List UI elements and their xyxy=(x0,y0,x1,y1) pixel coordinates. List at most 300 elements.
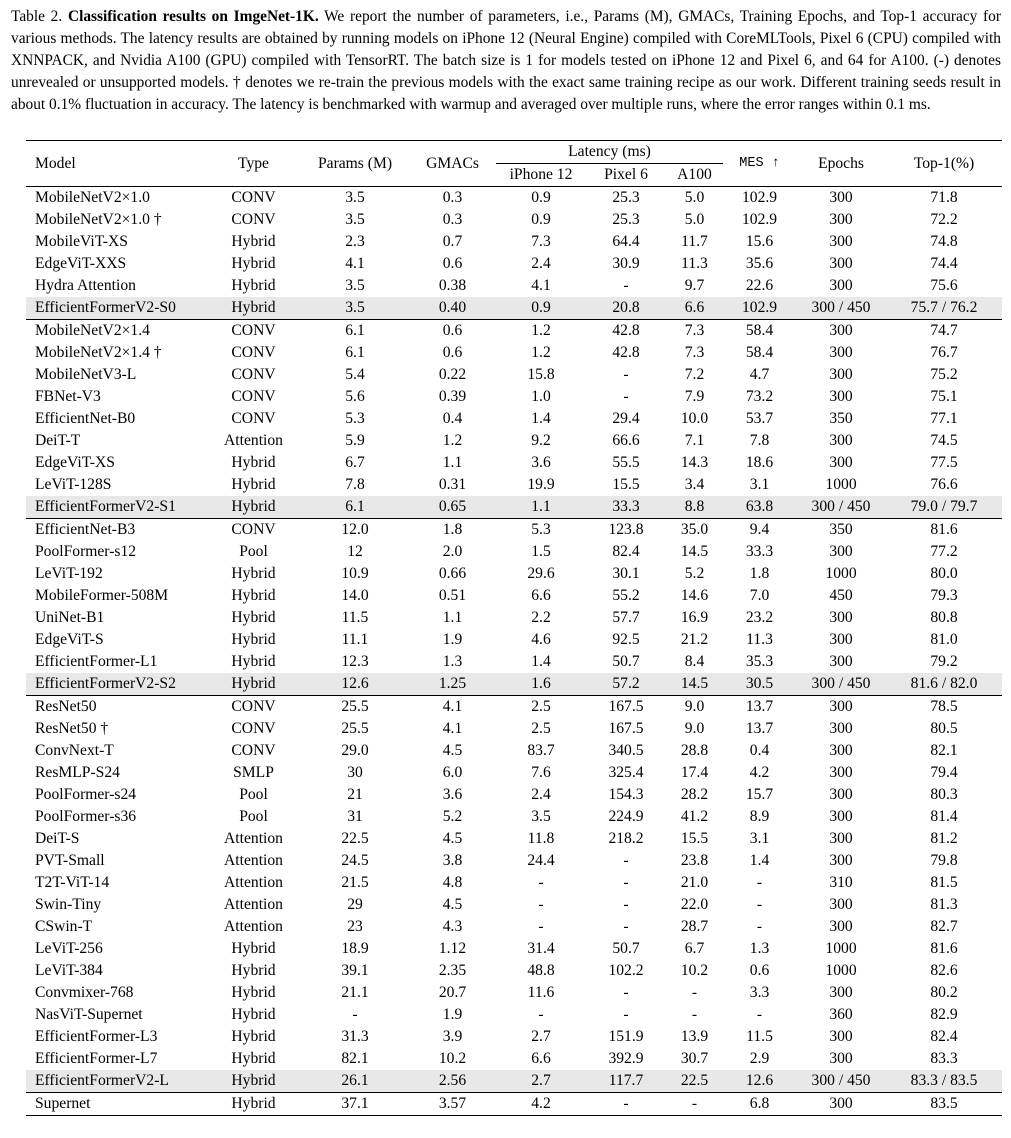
cell-top1: 82.7 xyxy=(930,918,958,935)
cell-model: DeiT-T xyxy=(35,432,81,449)
cell-top1: 76.6 xyxy=(930,476,958,493)
cell-mes: 1.4 xyxy=(749,852,770,869)
cell-gmacs: 1.1 xyxy=(442,609,463,626)
cell-top1: 79.8 xyxy=(930,852,958,869)
table-row xyxy=(26,297,1002,320)
cell-model: MobileNetV2×1.0 † xyxy=(35,211,162,228)
cell-mes: 53.7 xyxy=(745,410,774,427)
cell-gmacs: 0.39 xyxy=(438,388,467,405)
cell-type: Hybrid xyxy=(231,1050,276,1067)
cell-top1: 75.1 xyxy=(930,388,958,405)
cell-a100: 17.4 xyxy=(680,764,709,781)
table-row xyxy=(26,209,1002,231)
cell-a100: 15.5 xyxy=(680,830,709,847)
cell-epochs: 300 xyxy=(796,320,886,343)
cell-pixel6: - xyxy=(623,388,629,405)
cell-top1: 83.3 xyxy=(930,1050,958,1067)
cell-mes: 4.7 xyxy=(749,366,770,383)
col-mes: MES ↑ xyxy=(723,141,796,187)
cell-epochs: 300 / 450 xyxy=(796,496,886,519)
cell-params: 5.4 xyxy=(345,366,365,383)
caption-title: Classification results on ImgeNet-1K. xyxy=(67,8,319,25)
cell-epochs: 350 xyxy=(829,410,853,427)
caption-body: We report the number of parameters, i.e., Params (M), GMACs, Training Epochs, and Top-1 accuracy for various methods. The latency results are obtained by running models on iPhone 12 (Neural Engine) compiled with CoreMLTools, Pixel 6 (CPU) compiled with XNNPACK, and Nvidia A100 (GPU) compiled with TensorRT. The batch size is 1 for models tested on iPhone 12 and Pixel 6, and 64 for A100. (-) denotes unrevealed or unsupported models. † denotes we re-train the previous models with the exact same training recipe as our work. Different training seeds result in about 0.1% fluctuation in accuracy. The latency is benchmarked with warmup and averaged over multiple runs, where the error ranges within 0.1 ms. xyxy=(11,8,1002,113)
cell-params: 29.0 xyxy=(341,742,369,759)
cell-mes: 1.3 xyxy=(749,940,770,957)
cell-params: 23 xyxy=(347,918,363,935)
cell-gmacs: 4.3 xyxy=(442,918,463,935)
cell-type: Hybrid xyxy=(231,587,276,604)
cell-epochs: 300 xyxy=(829,830,853,847)
table-row xyxy=(26,982,1002,1004)
cell-epochs: 300 xyxy=(829,742,853,759)
cell-pixel6: 50.7 xyxy=(612,940,640,957)
cell-epochs: 450 xyxy=(829,587,853,604)
cell-params: 12.6 xyxy=(301,673,409,696)
cell-model: NasViT-Supernet xyxy=(35,1006,143,1023)
col-latency-group: Latency (ms) xyxy=(496,141,723,164)
cell-pixel6: 64.4 xyxy=(612,233,640,250)
cell-mes: 102.9 xyxy=(723,297,796,320)
cell-a100: 3.4 xyxy=(684,476,705,493)
cell-pixel6: - xyxy=(623,874,629,891)
cell-mes: 7.0 xyxy=(749,587,770,604)
cell-gmacs: 4.5 xyxy=(442,896,463,913)
cell-gmacs: 6.0 xyxy=(442,764,463,781)
cell-epochs: 300 xyxy=(829,896,853,913)
cell-params: 11.1 xyxy=(341,631,369,648)
cell-model: ResMLP-S24 xyxy=(35,764,120,781)
table-row xyxy=(26,740,1002,762)
cell-model: PoolFormer-s12 xyxy=(35,543,137,560)
cell-mes: - xyxy=(756,896,763,913)
cell-iphone12: 6.6 xyxy=(531,587,551,604)
cell-mes: 1.8 xyxy=(749,565,770,582)
cell-a100: 10.2 xyxy=(680,962,709,979)
cell-gmacs: 0.66 xyxy=(438,565,467,582)
cell-model: T2T-ViT-14 xyxy=(35,874,110,891)
cell-mes: 63.8 xyxy=(723,496,796,519)
cell-gmacs: 0.31 xyxy=(438,476,467,493)
cell-mes: 58.4 xyxy=(745,344,774,361)
cell-params: 30 xyxy=(347,764,363,781)
cell-epochs: 300 xyxy=(829,277,853,294)
cell-params: 12.3 xyxy=(341,653,369,670)
cell-model: EfficientFormerV2-S2 xyxy=(26,673,206,696)
cell-mes: 30.5 xyxy=(723,673,796,696)
cell-gmacs: 3.57 xyxy=(409,1093,496,1116)
cell-pixel6: 25.3 xyxy=(612,211,640,228)
cell-params: 82.1 xyxy=(341,1050,369,1067)
cell-type: Hybrid xyxy=(231,962,276,979)
table-row xyxy=(26,320,1002,343)
cell-model: CSwin-T xyxy=(35,918,93,935)
cell-top1: 83.3 / 83.5 xyxy=(886,1070,1002,1093)
col-params: Params (M) xyxy=(301,141,409,187)
cell-a100: 30.7 xyxy=(680,1050,709,1067)
cell-model: Supernet xyxy=(26,1093,206,1116)
cell-type: Hybrid xyxy=(231,984,276,1001)
cell-type: Attention xyxy=(224,918,283,935)
cell-gmacs: 5.2 xyxy=(442,808,463,825)
cell-pixel6: 218.2 xyxy=(608,830,644,847)
cell-top1: 79.3 xyxy=(930,587,958,604)
cell-epochs: 350 xyxy=(796,519,886,542)
cell-model: EfficientFormer-L1 xyxy=(35,653,158,670)
cell-mes: 11.3 xyxy=(746,631,773,648)
cell-a100: 11.7 xyxy=(681,233,708,250)
cell-mes: 2.9 xyxy=(749,1050,770,1067)
cell-iphone12: 4.6 xyxy=(531,631,551,648)
table-body xyxy=(26,187,1002,1116)
cell-params: 25.5 xyxy=(301,696,409,719)
cell-mes: 22.6 xyxy=(745,277,774,294)
cell-top1: 72.2 xyxy=(930,211,958,228)
col-gmacs: GMACs xyxy=(409,141,496,187)
cell-epochs: 300 xyxy=(829,653,853,670)
col-epochs: Epochs xyxy=(796,141,886,187)
cell-iphone12: 1.4 xyxy=(531,410,551,427)
cell-params: 26.1 xyxy=(301,1070,409,1093)
cell-type: CONV xyxy=(231,742,276,759)
cell-top1: 71.8 xyxy=(930,189,958,206)
caption-label: Table 2. xyxy=(11,8,63,25)
cell-top1: 80.5 xyxy=(930,720,958,737)
cell-top1: 81.2 xyxy=(930,830,958,847)
cell-params: 3.5 xyxy=(345,189,365,206)
cell-gmacs: 1.8 xyxy=(409,519,496,542)
cell-type: Hybrid xyxy=(206,496,301,519)
cell-type: Attention xyxy=(224,852,283,869)
cell-iphone12: 31.4 xyxy=(527,940,555,957)
cell-top1: 81.5 xyxy=(930,874,958,891)
cell-iphone12: 1.6 xyxy=(496,673,586,696)
cell-pixel6: 325.4 xyxy=(608,764,644,781)
cell-gmacs: 4.8 xyxy=(442,874,463,891)
cell-epochs: 360 xyxy=(829,1006,853,1023)
cell-model: MobileNetV3-L xyxy=(35,366,137,383)
cell-type: Hybrid xyxy=(206,1070,301,1093)
cell-type: Pool xyxy=(239,786,268,803)
cell-a100: 16.9 xyxy=(680,609,709,626)
cell-pixel6: 20.8 xyxy=(586,297,666,320)
table-row xyxy=(26,828,1002,850)
table-row xyxy=(26,938,1002,960)
cell-model: ResNet50 † xyxy=(35,720,109,737)
cell-gmacs: 0.6 xyxy=(442,255,463,272)
cell-model: PoolFormer-s24 xyxy=(35,786,137,803)
cell-epochs: 300 xyxy=(829,233,853,250)
cell-params: 18.9 xyxy=(341,940,369,957)
cell-mes: 35.3 xyxy=(745,653,774,670)
table-row xyxy=(26,651,1002,673)
cell-params: 3.5 xyxy=(345,277,365,294)
table-row xyxy=(26,474,1002,496)
cell-pixel6: 57.7 xyxy=(612,609,640,626)
cell-epochs: 300 xyxy=(796,696,886,719)
cell-gmacs: 0.6 xyxy=(442,344,463,361)
cell-model: EfficientFormerV2-S0 xyxy=(26,297,206,320)
cell-model: Convmixer-768 xyxy=(35,984,134,1001)
cell-type: Attention xyxy=(224,830,283,847)
cell-iphone12: 1.1 xyxy=(496,496,586,519)
cell-params: 5.3 xyxy=(345,410,365,427)
cell-iphone12: 2.5 xyxy=(496,696,586,719)
cell-iphone12: 1.0 xyxy=(531,388,551,405)
cell-a100: 21.0 xyxy=(680,874,709,891)
cell-mes: 15.7 xyxy=(745,786,774,803)
cell-gmacs: 4.5 xyxy=(442,742,463,759)
cell-mes: 102.9 xyxy=(741,211,778,228)
cell-model: MobileNetV2×1.4 † xyxy=(35,344,162,361)
cell-type: CONV xyxy=(231,189,276,206)
cell-a100: 9.7 xyxy=(684,277,705,294)
cell-top1: 78.5 xyxy=(886,696,1002,719)
cell-gmacs: 4.1 xyxy=(409,696,496,719)
cell-top1: 79.0 / 79.7 xyxy=(886,496,1002,519)
cell-model: MobileViT-XS xyxy=(35,233,128,250)
cell-top1: 81.4 xyxy=(930,808,958,825)
cell-pixel6: 66.6 xyxy=(612,432,640,449)
cell-type: Hybrid xyxy=(231,653,276,670)
cell-type: Attention xyxy=(224,432,283,449)
cell-top1: 75.7 / 76.2 xyxy=(886,297,1002,320)
table-row xyxy=(26,430,1002,452)
cell-a100: 8.4 xyxy=(684,653,705,670)
table-row xyxy=(26,894,1002,916)
cell-a100: 28.2 xyxy=(680,786,709,803)
cell-gmacs: 3.8 xyxy=(442,852,463,869)
cell-pixel6: 340.5 xyxy=(608,742,644,759)
cell-type: CONV xyxy=(231,344,276,361)
cell-pixel6: - xyxy=(586,1093,666,1116)
cell-epochs: 300 xyxy=(829,366,853,383)
cell-iphone12: 1.2 xyxy=(496,320,586,343)
cell-top1: 81.6 / 82.0 xyxy=(886,673,1002,696)
cell-top1: 77.5 xyxy=(930,454,958,471)
cell-iphone12: 0.9 xyxy=(531,211,551,228)
cell-model: Hydra Attention xyxy=(35,277,136,294)
cell-params: 37.1 xyxy=(301,1093,409,1116)
cell-top1: 75.6 xyxy=(930,277,958,294)
cell-model: LeViT-192 xyxy=(35,565,103,582)
cell-params: 3.5 xyxy=(301,297,409,320)
cell-pixel6: - xyxy=(623,366,629,383)
cell-params: 6.7 xyxy=(345,454,365,471)
col-iphone12: iPhone 12 xyxy=(496,164,586,187)
cell-epochs: 300 xyxy=(829,388,853,405)
cell-model: MobileNetV2×1.4 xyxy=(26,320,206,343)
cell-iphone12: 0.9 xyxy=(531,189,551,206)
cell-mes: - xyxy=(756,1006,763,1023)
cell-params: 12 xyxy=(347,543,363,560)
cell-type: Hybrid xyxy=(231,1028,276,1045)
col-a100: A100 xyxy=(666,164,723,187)
cell-top1: 74.5 xyxy=(930,432,958,449)
table-row xyxy=(26,408,1002,430)
cell-model: Swin-Tiny xyxy=(35,896,102,913)
cell-mes: 9.4 xyxy=(723,519,796,542)
table-row xyxy=(26,364,1002,386)
cell-mes: 23.2 xyxy=(745,609,774,626)
cell-a100: - xyxy=(666,1093,723,1116)
cell-epochs: 1000 xyxy=(825,940,857,957)
cell-gmacs: 0.38 xyxy=(438,277,467,294)
cell-a100: 21.2 xyxy=(680,631,709,648)
cell-iphone12: 15.8 xyxy=(527,366,555,383)
cell-top1: 80.2 xyxy=(930,984,958,1001)
cell-epochs: 300 xyxy=(829,543,853,560)
cell-type: Hybrid xyxy=(206,673,301,696)
cell-iphone12: 6.6 xyxy=(531,1050,551,1067)
cell-gmacs: 1.25 xyxy=(409,673,496,696)
cell-type: Hybrid xyxy=(231,277,276,294)
cell-top1: 74.8 xyxy=(930,233,958,250)
table-row xyxy=(26,1004,1002,1026)
cell-mes: 18.6 xyxy=(745,454,774,471)
table-row xyxy=(26,1026,1002,1048)
cell-a100: 10.0 xyxy=(680,410,709,427)
cell-iphone12: 9.2 xyxy=(531,432,551,449)
cell-gmacs: 1.12 xyxy=(438,940,467,957)
table-row xyxy=(26,386,1002,408)
cell-params: 39.1 xyxy=(341,962,369,979)
cell-a100: 23.8 xyxy=(680,852,709,869)
cell-model: EfficientNet-B3 xyxy=(26,519,206,542)
cell-model: ResNet50 xyxy=(26,696,206,719)
cell-a100: 8.8 xyxy=(666,496,723,519)
cell-a100: 13.9 xyxy=(680,1028,709,1045)
cell-iphone12: - xyxy=(538,1006,544,1023)
cell-iphone12: 2.2 xyxy=(531,609,551,626)
cell-params: 24.5 xyxy=(341,852,369,869)
cell-gmacs: 2.35 xyxy=(438,962,467,979)
cell-iphone12: 19.9 xyxy=(527,476,555,493)
cell-type: SMLP xyxy=(233,764,274,781)
table-row xyxy=(26,784,1002,806)
cell-model: EdgeViT-S xyxy=(35,631,104,648)
cell-params: 6.1 xyxy=(301,496,409,519)
cell-mes: 13.7 xyxy=(745,720,774,737)
col-model: Model xyxy=(26,141,206,187)
cell-gmacs: 4.1 xyxy=(442,720,463,737)
cell-params: 5.9 xyxy=(345,432,365,449)
col-type: Type xyxy=(206,141,301,187)
cell-a100: 28.7 xyxy=(680,918,709,935)
table-row xyxy=(26,1070,1002,1093)
cell-a100: 9.0 xyxy=(666,696,723,719)
cell-params: 3.5 xyxy=(345,211,365,228)
cell-pixel6: 30.9 xyxy=(612,255,640,272)
cell-params: 25.5 xyxy=(341,720,369,737)
table-row xyxy=(26,762,1002,784)
cell-iphone12: 11.6 xyxy=(527,984,555,1001)
cell-top1: 77.2 xyxy=(930,543,958,560)
cell-params: - xyxy=(352,1006,358,1023)
cell-mes: 0.4 xyxy=(749,742,770,759)
cell-type: Hybrid xyxy=(231,233,276,250)
cell-top1: 83.5 xyxy=(886,1093,1002,1116)
cell-gmacs: 3.6 xyxy=(442,786,463,803)
table-row xyxy=(26,563,1002,585)
table-row xyxy=(26,342,1002,364)
cell-iphone12: 2.7 xyxy=(531,1028,551,1045)
cell-mes: 102.9 xyxy=(741,189,778,206)
cell-pixel6: 50.7 xyxy=(612,653,640,670)
table-row xyxy=(26,673,1002,696)
cell-pixel6: - xyxy=(623,852,629,869)
cell-pixel6: 151.9 xyxy=(608,1028,644,1045)
cell-mes: 13.7 xyxy=(723,696,796,719)
cell-gmacs: 0.40 xyxy=(409,297,496,320)
cell-a100: 14.5 xyxy=(680,543,709,560)
cell-gmacs: 0.3 xyxy=(442,211,463,228)
cell-model: PoolFormer-s36 xyxy=(35,808,137,825)
table-row xyxy=(26,496,1002,519)
cell-epochs: 1000 xyxy=(825,565,857,582)
table-row xyxy=(26,519,1002,542)
cell-type: CONV xyxy=(231,720,276,737)
cell-mes: 12.6 xyxy=(723,1070,796,1093)
cell-params: 22.5 xyxy=(341,830,369,847)
cell-type: Hybrid xyxy=(231,609,276,626)
cell-a100: 7.9 xyxy=(684,388,705,405)
cell-gmacs: 0.51 xyxy=(438,587,467,604)
cell-type: CONV xyxy=(231,211,276,228)
cell-model: EfficientNet-B0 xyxy=(35,410,136,427)
cell-iphone12: 83.7 xyxy=(527,742,555,759)
cell-mes: - xyxy=(756,918,763,935)
cell-epochs: 300 xyxy=(829,764,853,781)
cell-model: EdgeViT-XXS xyxy=(35,255,127,272)
cell-mes: - xyxy=(756,874,763,891)
table-row xyxy=(26,452,1002,474)
cell-pixel6: 25.3 xyxy=(612,189,640,206)
table-row xyxy=(26,231,1002,253)
cell-epochs: 300 xyxy=(829,786,853,803)
cell-pixel6: - xyxy=(623,896,629,913)
cell-model: LeViT-256 xyxy=(35,940,103,957)
table-row xyxy=(26,872,1002,894)
cell-mes: 3.3 xyxy=(749,984,770,1001)
table-row xyxy=(26,541,1002,563)
cell-iphone12: 0.9 xyxy=(496,297,586,320)
cell-params: 31 xyxy=(347,808,363,825)
cell-top1: 81.3 xyxy=(930,896,958,913)
cell-epochs: 300 xyxy=(829,984,853,1001)
cell-epochs: 300 xyxy=(829,211,853,228)
cell-type: Hybrid xyxy=(231,631,276,648)
cell-gmacs: 20.7 xyxy=(438,984,467,1001)
table-row xyxy=(26,850,1002,872)
table-row xyxy=(26,1093,1002,1116)
cell-gmacs: 0.65 xyxy=(409,496,496,519)
cell-iphone12: - xyxy=(538,918,544,935)
cell-model: EfficientFormer-L3 xyxy=(35,1028,158,1045)
cell-mes: 8.9 xyxy=(749,808,770,825)
cell-epochs: 310 xyxy=(829,874,853,891)
cell-type: Pool xyxy=(239,808,268,825)
cell-type: Hybrid xyxy=(231,255,276,272)
cell-pixel6: - xyxy=(623,984,629,1001)
cell-pixel6: 15.5 xyxy=(612,476,640,493)
cell-params: 21 xyxy=(347,786,363,803)
cell-gmacs: 10.2 xyxy=(438,1050,467,1067)
cell-type: Hybrid xyxy=(231,476,276,493)
cell-model: EfficientFormerV2-L xyxy=(26,1070,206,1093)
cell-type: Attention xyxy=(224,874,283,891)
cell-mes: 11.5 xyxy=(746,1028,773,1045)
